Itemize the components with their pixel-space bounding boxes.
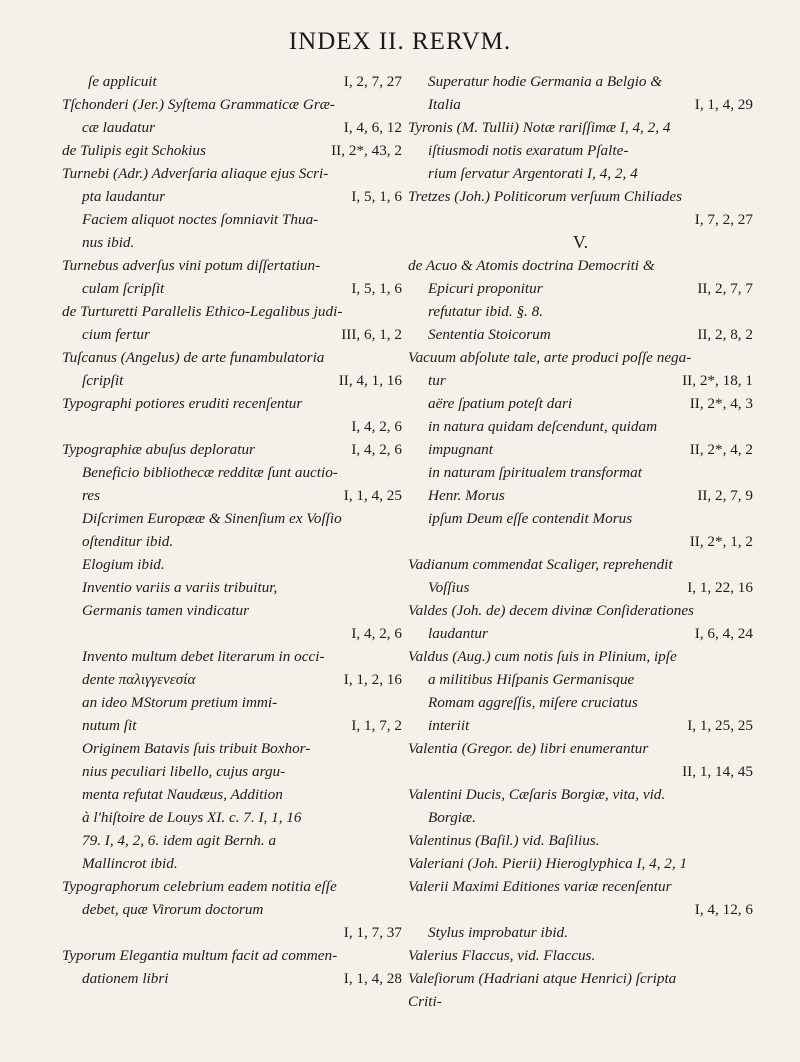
entry-text: pta laudantur: [82, 188, 166, 205]
index-entry-line: [62, 323, 402, 346]
entry-reference: I, 1, 25, 25: [687, 717, 753, 734]
entry-text: Diſcrimen Europææ & Sinenſium ex Voſſio: [82, 510, 342, 527]
entry-text: Typographi potiores eruditi recenſentur: [62, 395, 303, 412]
index-entry-line: [408, 852, 753, 875]
entry-text: Tſchonderi (Jer.) Syſtema Grammaticæ Græ-: [62, 96, 335, 113]
entry-text: cæ laudatur: [82, 119, 155, 136]
index-entry-line: [408, 346, 753, 369]
entry-reference: II, 2*, 43, 2: [331, 142, 402, 159]
index-entry-line: [62, 208, 402, 231]
index-entry-line: [408, 576, 753, 599]
entry-reference: II, 2*, 18, 1: [682, 372, 753, 389]
index-entry-line: [408, 323, 753, 346]
entry-text: culam ſcripſit: [82, 280, 165, 297]
entry-text: an ideo MStorum pretium immi-: [82, 694, 278, 711]
entry-reference: I, 1, 7, 37: [343, 924, 402, 941]
index-entry-line: [62, 530, 402, 553]
entry-text: Turnebus adverſus vini potum diſſertatiun-: [62, 257, 321, 274]
index-entry-line: [408, 783, 753, 806]
entry-text: in naturam ſpiritualem transformat: [428, 464, 642, 481]
entry-reference: II, 2*, 1, 2: [689, 533, 753, 550]
index-entry-line: [62, 921, 402, 944]
entry-reference: I, 1, 4, 25: [343, 487, 402, 504]
index-entry-line: [408, 990, 753, 1013]
entry-text: impugnant: [428, 441, 493, 458]
entry-text: Vadianum commendat Scaliger, reprehendit: [408, 556, 673, 573]
index-entry-line: [408, 93, 753, 116]
entry-text: à l'hiſtoire de Louys XI. c. 7. I, 1, 16: [82, 809, 302, 826]
entry-text: debet, quæ Virorum doctorum: [82, 901, 264, 918]
index-entry-line: [408, 898, 753, 921]
entry-text: Epicuri proponitur: [428, 280, 543, 297]
entry-text: Valeſiorum (Hadriani atque Henrici) ſcripta: [408, 970, 677, 987]
entry-text: Tuſcanus (Angelus) de arte funambulatoria: [62, 349, 325, 366]
entry-text: Mallincrot ibid.: [82, 855, 178, 872]
index-entry-line: [62, 668, 402, 691]
entry-reference: II, 2*, 4, 3: [689, 395, 753, 412]
index-entry-line: [62, 806, 402, 829]
index-entry-line: [408, 438, 753, 461]
entry-reference: III, 6, 1, 2: [341, 326, 402, 343]
entry-text: ſe applicuit: [88, 73, 157, 90]
entry-text: Italia: [428, 96, 461, 113]
entry-reference: I, 4, 2, 6: [351, 441, 402, 458]
index-entry-line: [408, 622, 753, 645]
entry-reference: I, 5, 1, 6: [351, 188, 402, 205]
entry-text: Typographiæ abuſus deploratur: [62, 441, 255, 458]
entry-reference: I, 4, 12, 6: [694, 901, 753, 918]
index-entry-line: [62, 714, 402, 737]
index-entry-line: [62, 162, 402, 185]
entry-text: Valentia (Gregor. de) libri enumerantur: [408, 740, 649, 757]
index-entry-line: [408, 553, 753, 576]
entry-text: Valentini Ducis, Cæſaris Borgiæ, vita, vid.: [408, 786, 666, 803]
index-entry-line: [408, 806, 753, 829]
entry-text: cium fertur: [82, 326, 150, 343]
index-entry-line: [408, 760, 753, 783]
index-entry-line: [62, 967, 402, 990]
entry-text: Valeriani (Joh. Pierii) Hieroglyphica I, 4, 2, 1: [408, 855, 688, 872]
entry-text: Henr. Morus: [428, 487, 505, 504]
index-entry-line: [62, 507, 402, 530]
index-entry-line: [62, 346, 402, 369]
index-entry-line: [408, 162, 753, 185]
entry-text: Voſſius: [428, 579, 470, 596]
entry-text: ipſum Deum eſſe contendit Morus: [428, 510, 633, 527]
index-entry-line: [62, 737, 402, 760]
entry-text: iſtiusmodi notis exaratum Pſalte-: [428, 142, 629, 159]
index-entry-line: [62, 645, 402, 668]
entry-text: Tyronis (M. Tullii) Notæ rariſſimæ I, 4, 2, 4: [408, 119, 671, 136]
entry-text: res: [82, 487, 100, 504]
index-entry-line: [408, 530, 753, 553]
entry-text: oſtenditur ibid.: [82, 533, 174, 550]
index-entry-line: [408, 300, 753, 323]
entry-reference: II, 1, 14, 45: [682, 763, 753, 780]
entry-text: rium ſervatur Argentorati I, 4, 2, 4: [428, 165, 638, 182]
index-entry-line: [408, 484, 753, 507]
entry-text: Criti-: [408, 993, 442, 1010]
index-entry-line: [408, 645, 753, 668]
index-entry-line: [408, 139, 753, 162]
index-entry-line: [408, 714, 753, 737]
entry-text: Stylus improbatur ibid.: [428, 924, 568, 941]
entry-text: Valdes (Joh. de) decem divinæ Conſiderationes: [408, 602, 694, 619]
index-entry-line: [408, 737, 753, 760]
entry-text: nus ibid.: [82, 234, 135, 251]
index-entry-line: [408, 70, 753, 93]
entry-text: Elogium ibid.: [82, 556, 165, 573]
entry-text: Typographorum celebrium eadem notitia eſſe: [62, 878, 337, 895]
index-entry-line: [62, 70, 402, 93]
entry-text: tur: [428, 372, 446, 389]
entry-text: Inventio variis a variis tribuitur,: [82, 579, 278, 596]
entry-reference: I, 1, 22, 16: [687, 579, 753, 596]
index-entry-line: [62, 369, 402, 392]
index-entry-line: [62, 760, 402, 783]
entry-text: interiit: [428, 717, 470, 734]
entry-reference: II, 4, 1, 16: [338, 372, 402, 389]
entry-reference: II, 2, 7, 7: [697, 280, 753, 297]
entry-text: laudantur: [428, 625, 488, 642]
index-entry-line: [408, 208, 753, 231]
index-entry-line: [408, 967, 753, 990]
index-entry-line: [408, 185, 753, 208]
index-entry-line: [62, 277, 402, 300]
index-entry-line: [62, 691, 402, 714]
entry-text: Sententia Stoicorum: [428, 326, 551, 343]
index-entry-line: [62, 300, 402, 323]
index-entry-line: [408, 875, 753, 898]
entry-text: dente παλιγγενεσία: [82, 671, 196, 688]
index-entry-line: [408, 599, 753, 622]
index-entry-line: [62, 944, 402, 967]
entry-text: dationem libri: [82, 970, 169, 987]
entry-reference: I, 1, 7, 2: [351, 717, 402, 734]
entry-text: ſcripſit: [82, 372, 124, 389]
index-entry-line: [408, 231, 753, 254]
entry-reference: I, 5, 1, 6: [351, 280, 402, 297]
index-entry-line: [408, 116, 753, 139]
left-column: [62, 70, 402, 990]
entry-reference: II, 2, 7, 9: [697, 487, 753, 504]
index-entry-line: [62, 852, 402, 875]
entry-reference: I, 1, 4, 29: [694, 96, 753, 113]
entry-reference: I, 4, 6, 12: [343, 119, 402, 136]
entry-text: Turnebi (Adr.) Adverſaria aliaque ejus Scri-: [62, 165, 329, 182]
entry-text: 79. I, 4, 2, 6. idem agit Bernh. a: [82, 832, 277, 849]
index-entry-line: [408, 921, 753, 944]
index-entry-line: [408, 369, 753, 392]
entry-text: Valerius Flaccus, vid. Flaccus.: [408, 947, 596, 964]
entry-text: Borgiæ.: [428, 809, 476, 826]
index-entry-line: [62, 415, 402, 438]
entry-reference: II, 2*, 4, 2: [689, 441, 753, 458]
index-entry-line: [62, 185, 402, 208]
index-entry-line: [408, 668, 753, 691]
index-entry-line: [62, 116, 402, 139]
entry-text: refutatur ibid. §. 8.: [428, 303, 544, 320]
index-entry-line: [408, 392, 753, 415]
entry-reference: II, 2, 8, 2: [697, 326, 753, 343]
entry-reference: I, 4, 2, 6: [351, 418, 402, 435]
entry-text: Valdus (Aug.) cum notis ſuis in Plinium, ipſe: [408, 648, 677, 665]
index-entry-line: [408, 507, 753, 530]
entry-text: Typorum Elegantia multum facit ad commen-: [62, 947, 338, 964]
entry-text: Invento multum debet literarum in occi-: [82, 648, 325, 665]
index-entry-line: [62, 392, 402, 415]
index-entry-line: [408, 277, 753, 300]
entry-reference: I, 2, 7, 27: [343, 73, 402, 90]
entry-text: Originem Batavis ſuis tribuit Boxhor-: [82, 740, 311, 757]
index-entry-line: [408, 461, 753, 484]
entry-text: a militibus Hiſpanis Germanisque: [428, 671, 635, 688]
entry-text: nutum ſit: [82, 717, 137, 734]
index-entry-line: [62, 438, 402, 461]
index-entry-line: [62, 231, 402, 254]
entry-reference: I, 4, 2, 6: [351, 625, 402, 642]
index-entry-line: [62, 139, 402, 162]
entry-text: in natura quidam deſcendunt, quidam: [428, 418, 658, 435]
entry-text: Beneficio bibliothecæ redditæ ſunt auctio-: [82, 464, 338, 481]
right-column: [408, 70, 753, 1013]
index-entry-line: [408, 829, 753, 852]
page-header: INDEX II. RERVM.: [288, 28, 512, 55]
index-entry-line: [408, 691, 753, 714]
index-entry-line: [62, 829, 402, 852]
entry-text: Germanis tamen vindicatur: [82, 602, 250, 619]
entry-text: de Tulipis egit Schokius: [62, 142, 206, 159]
index-entry-line: [62, 484, 402, 507]
index-entry-line: [62, 622, 402, 645]
entry-text: V.: [572, 232, 589, 252]
index-entry-line: [62, 254, 402, 277]
entry-text: Valerii Maximi Editiones variæ recenſentur: [408, 878, 672, 895]
entry-text: Tretzes (Joh.) Politicorum verſuum Chiliades: [408, 188, 683, 205]
index-entry-line: [408, 254, 753, 277]
index-entry-line: [62, 898, 402, 921]
entry-text: Vacuum abſolute tale, arte produci poſſe nega-: [408, 349, 692, 366]
index-entry-line: [408, 415, 753, 438]
entry-text: de Acuo & Atomis doctrina Democriti &: [408, 257, 655, 274]
index-entry-line: [62, 599, 402, 622]
index-entry-line: [62, 875, 402, 898]
index-entry-line: [62, 576, 402, 599]
entry-text: Valentinus (Baſil.) vid. Baſilius.: [408, 832, 600, 849]
entry-text: de Turturetti Parallelis Ethico-Legalibus judi-: [62, 303, 343, 320]
entry-reference: I, 1, 4, 28: [343, 970, 402, 987]
entry-text: Faciem aliquot noctes ſomniavit Thua-: [82, 211, 319, 228]
entry-text: aëre ſpatium poteſt dari: [428, 395, 573, 412]
index-entry-line: [62, 553, 402, 576]
index-entry-line: [408, 944, 753, 967]
entry-reference: I, 6, 4, 24: [694, 625, 753, 642]
entry-text: nius peculiari libello, cujus argu-: [82, 763, 286, 780]
entry-text: Superatur hodie Germania a Belgio &: [428, 73, 663, 90]
index-entry-line: [62, 783, 402, 806]
entry-text: menta refutat Naudæus, Addition: [82, 786, 283, 803]
entry-reference: I, 7, 2, 27: [694, 211, 753, 228]
entry-text: Romam aggreſſis, miſere cruciatus: [428, 694, 638, 711]
index-entry-line: [62, 93, 402, 116]
index-entry-line: [62, 461, 402, 484]
entry-reference: I, 1, 2, 16: [343, 671, 402, 688]
